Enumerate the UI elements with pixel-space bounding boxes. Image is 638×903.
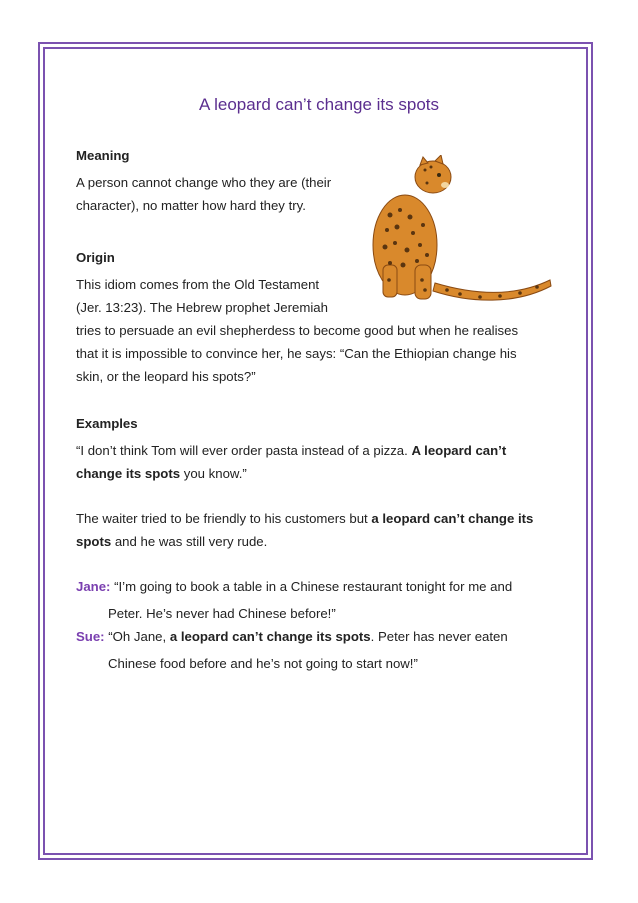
example-2-line-2 (76, 530, 556, 553)
example-2-idiom-cont: spots (76, 534, 112, 549)
origin-line-1: This idiom comes from the Old Testament (76, 277, 320, 292)
example-2-text: The waiter tried to be friendly to his customers but (76, 511, 372, 526)
origin-section (76, 246, 556, 388)
sue-text: “Oh Jane, (104, 629, 170, 644)
example-1-text: “I don’t think Tom will ever order pasta instead of a pizza. (76, 443, 412, 458)
meaning-line-1: A person cannot change who they are (their (76, 175, 332, 190)
jane-speaker: Jane: (76, 579, 111, 594)
example-1-line-1 (76, 439, 556, 462)
meaning-section (76, 144, 556, 217)
jane-line-1 (76, 575, 556, 598)
example-2-end: and he was still very rude. (111, 534, 268, 549)
sue-line-1 (76, 625, 556, 648)
page-title: A leopard can’t change its spots (198, 95, 440, 114)
example-1-idiom-cont: change its spots (76, 466, 181, 481)
example-1-end: you know.” (180, 466, 247, 481)
meaning-line-2: character), no matter how hard they try. (76, 198, 306, 213)
example-1-idiom: A leopard can’t (411, 443, 507, 458)
example-2-line-1 (76, 507, 556, 530)
example-2-idiom: a leopard can’t change its (371, 511, 534, 526)
meaning-heading: Meaning (76, 148, 130, 163)
jane-line-2: Peter. He’s never had Chinese before!” (108, 606, 336, 621)
sue-line-2: Chinese food before and he’s not going to start now!” (108, 656, 418, 671)
origin-line-4: that it is impossible to convince her, he says: “Can the Ethiopian change his (76, 346, 517, 361)
origin-line-2: (Jer. 13:23). The Hebrew prophet Jeremiah (76, 300, 328, 315)
dialogue-section (76, 575, 556, 675)
examples-heading: Examples (76, 416, 138, 431)
example-1-line-2 (76, 462, 556, 485)
origin-line-5: skin, or the leopard his spots?” (76, 369, 256, 384)
origin-heading: Origin (76, 250, 115, 265)
origin-line-3: tries to persuade an evil shepherdess to become good but when he realises (76, 323, 519, 338)
sue-speaker: Sue: (76, 629, 105, 644)
examples-section (76, 412, 556, 553)
sue-idiom: a leopard can’t change its spots (169, 629, 371, 644)
jane-text: “I’m going to book a table in a Chinese restaurant tonight for me and (110, 579, 513, 594)
sue-text-end: . Peter has never eaten (370, 629, 508, 644)
